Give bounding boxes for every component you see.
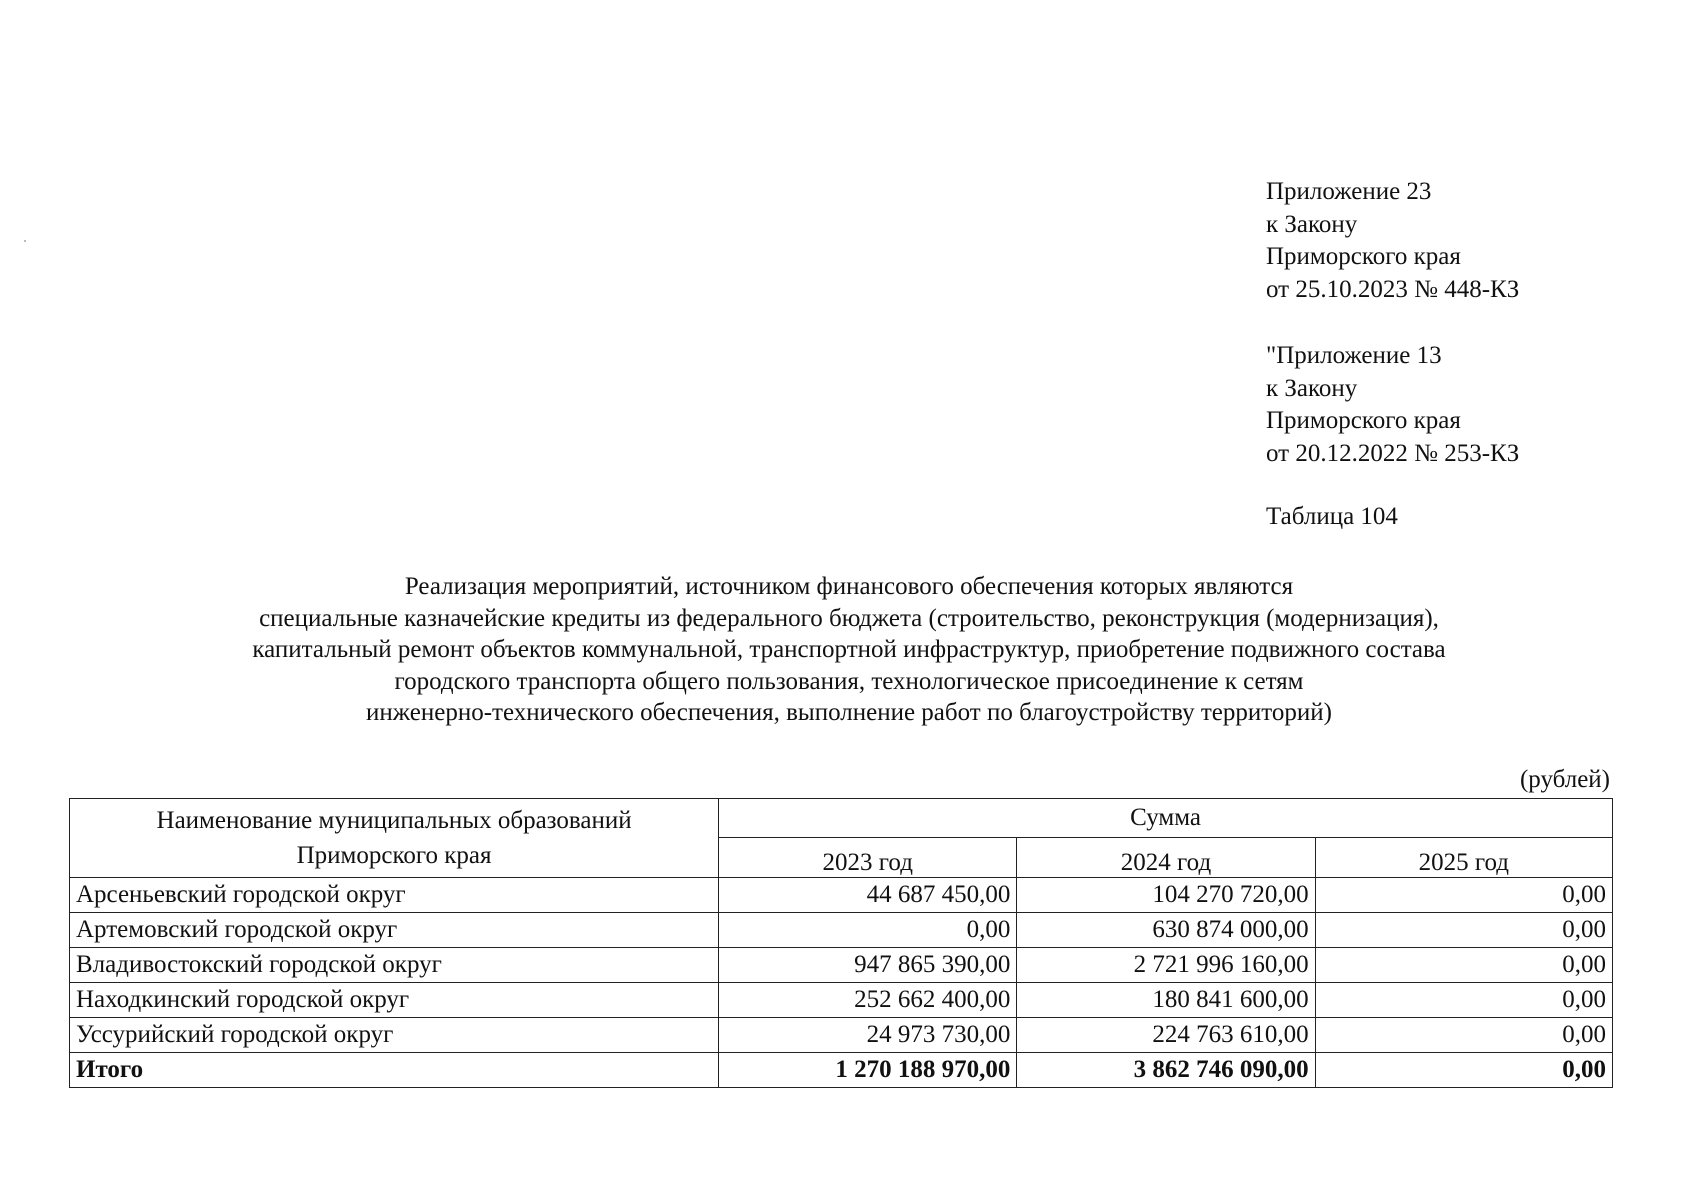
table-row	[70, 913, 1613, 948]
appendix-line: к Закону	[1266, 374, 1358, 402]
municipality-name: Находкинский городской округ	[70, 983, 719, 1018]
year-header-2024: 2024 год	[1017, 838, 1315, 878]
amount-2023: 0,00	[719, 913, 1017, 948]
municipality-column-header	[70, 799, 719, 878]
units-label: (рублей)	[1519, 766, 1610, 793]
appendix-reference-original	[1266, 340, 1519, 470]
table-number: Таблица 104	[1266, 503, 1398, 530]
header-text: Наименование муниципальных образований	[156, 807, 632, 834]
amount-2023: 24 973 730,00	[719, 1018, 1017, 1053]
document-heading	[0, 571, 1698, 729]
amount-2023: 44 687 450,00	[719, 878, 1017, 913]
total-2025: 0,00	[1315, 1053, 1612, 1088]
heading-line: инженерно-технического обеспечения, выполнение работ по благоустройству территорий)	[366, 699, 1332, 726]
heading-line: Реализация мероприятий, источником финансового обеспечения которых являются	[404, 573, 1294, 600]
table-row	[70, 983, 1613, 1018]
amount-2024: 2 721 996 160,00	[1017, 948, 1315, 983]
appendix-line: к Закону	[1266, 210, 1358, 238]
amount-2025: 0,00	[1315, 878, 1612, 913]
appendix-line: Приморского края	[1266, 243, 1461, 270]
municipality-name: Арсеньевский городской округ	[70, 878, 719, 913]
amount-2024: 180 841 600,00	[1017, 983, 1315, 1018]
appendix-line: Приложение 23	[1266, 178, 1432, 205]
heading-line: городского транспорта общего пользования, технологическое присоединение к сетям	[394, 667, 1304, 695]
amount-2024: 224 763 610,00	[1017, 1018, 1315, 1053]
year-header-2025: 2025 год	[1315, 838, 1612, 878]
table-total-row	[70, 1053, 1613, 1088]
municipality-name: Артемовский городской округ	[70, 913, 719, 948]
heading-line: капитальный ремонт объектов коммунальной, транспортной инфраструктур, приобретение подвижного состава	[252, 636, 1446, 663]
table-header-row	[70, 799, 1613, 838]
total-label: Итого	[70, 1053, 719, 1088]
appendix-line: "Приложение 13	[1266, 342, 1442, 369]
year-header-2023: 2023 год	[719, 838, 1017, 878]
amount-2025: 0,00	[1315, 948, 1612, 983]
table-row	[70, 1018, 1613, 1053]
amount-2025: 0,00	[1315, 913, 1612, 948]
header-text: Приморского края	[296, 842, 492, 869]
appendix-reference-current	[1266, 176, 1519, 306]
table-row	[70, 878, 1613, 913]
total-2024: 3 862 746 090,00	[1017, 1053, 1315, 1088]
appendix-line: от 20.12.2022 № 253-КЗ	[1266, 439, 1520, 467]
municipality-name: Уссурийский городской округ	[70, 1018, 719, 1053]
total-2023: 1 270 188 970,00	[719, 1053, 1017, 1088]
amount-2025: 0,00	[1315, 1018, 1612, 1053]
table-row	[70, 948, 1613, 983]
amount-2024: 104 270 720,00	[1017, 878, 1315, 913]
sum-column-header: Сумма	[719, 799, 1613, 838]
scan-artifact	[24, 240, 26, 242]
amount-2023: 252 662 400,00	[719, 983, 1017, 1018]
municipality-name: Владивостокский городской округ	[70, 948, 719, 983]
amount-2024: 630 874 000,00	[1017, 913, 1315, 948]
amount-2025: 0,00	[1315, 983, 1612, 1018]
amount-2023: 947 865 390,00	[719, 948, 1017, 983]
appendix-line: Приморского края	[1266, 407, 1461, 434]
funding-table	[69, 798, 1613, 1088]
appendix-line: от 25.10.2023 № 448-КЗ	[1266, 275, 1520, 303]
heading-line: специальные казначейские кредиты из федерального бюджета (строительство, реконструкция (модернизация),	[259, 604, 1439, 632]
